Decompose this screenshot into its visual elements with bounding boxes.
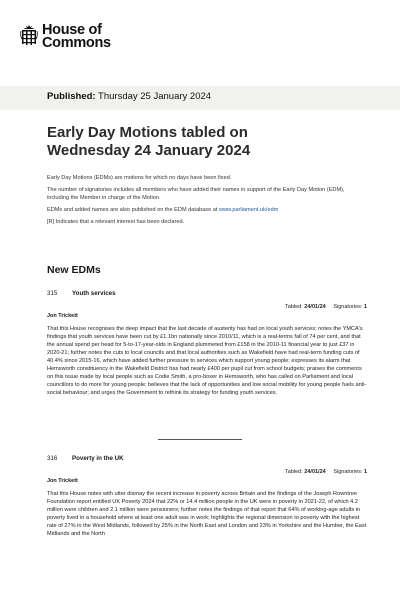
intro-paragraph-1: Early Day Motions (EDMs) are motions for which no days have been fixed. (47, 175, 232, 181)
edm-title: Poverty in the UK (72, 455, 124, 462)
edm-member: Jon Trickett (47, 313, 78, 319)
signatories-count: 1 (363, 469, 367, 475)
edm-number: 316 (47, 455, 58, 462)
section-title: New EDMs (47, 264, 101, 276)
page-title-line-1: Early Day Motions tabled on (47, 124, 248, 141)
house-of-commons-logo (20, 24, 111, 50)
edm-database-link[interactable]: www.parliament.uk/edm (218, 207, 279, 213)
signatories-label: Signatories: (333, 469, 363, 475)
published-label: Published: (47, 91, 96, 102)
tabled-label: Tabled: (285, 469, 303, 475)
tabled-label: Tabled: (285, 304, 303, 310)
edm-member: Jon Trickett (47, 478, 78, 484)
edm-item (47, 290, 367, 397)
tabled-date: 24/01/24 (304, 469, 326, 475)
published-date (47, 91, 211, 102)
edm-meta (47, 304, 367, 310)
intro-paragraph-4: [R] Indicates that a relevant interest has been declared. (47, 219, 185, 225)
edm-divider (158, 439, 242, 440)
intro-notes (47, 174, 367, 230)
logo-line-1: House of (42, 22, 102, 38)
edm-heading (47, 290, 367, 297)
edm-title: Youth services (72, 290, 116, 297)
intro-paragraph-3 (47, 206, 367, 214)
signatories-count: 1 (363, 304, 367, 310)
intro-edm-database-text: EDMs and added names are also published on the EDM database at (47, 207, 218, 213)
edm-motion-text: That this House recognises the deep impact that the last decade of austerity has had on local youth services; notes the YMCA's findings that youth services have been cut by £1.1bn nationally since 2010/11, which is a real-terms fall of 74 per cent, and that the annual spend per head for 5-to-17-year-olds in England plummeted from £158 in the 2010-11 financial year to just £37 in 2020-21; further notes the cuts to local councils and that local authorities such as Wakefield have had real-term funding cuts of 40.4% since 2015-16, which have added further pressure to services which support young people; expresses its alarm that Hemsworth constituency in the Wakefield District has had nearly £400 per pupil cut from school budgets; praises the comments on this issue made by local people such as Codie Smith, a pro-boxer in Hemsworth, who has called on Parliament and local councillors to do more for young people; believes that the lack of opportunities and low social mobility for young people fuels anti-social behaviour; and urges the Government to rethink its strategy for funding youth services. (47, 326, 367, 396)
page-title-line-2: Wednesday 24 January 2024 (47, 142, 251, 159)
page-title (47, 124, 367, 160)
edm-number: 315 (47, 290, 58, 297)
edm-item (47, 455, 367, 538)
portcullis-icon (20, 25, 38, 47)
intro-paragraph-2: The number of signatories includes all members who have added their names in support of the Early Day Motion (EDM), including the Member in charge of the Motion. (47, 187, 345, 201)
logo-wordmark (42, 24, 111, 50)
edm-motion-text: That this House notes with utter dismay the recent increase in poverty across Britain and the findings of the Joseph Rowntree Foundation report entitled UK Poverty 2024 that 22% or 14.4 million people in the UK were in poverty in 2021-22, of which 4.2 million were children and 2.1 million were pensioners; further notes the findings of that report that 64% of working-age adults in poverty lived in a household where at least one adult was in work; highlights the regional dimension to poverty with the highest rate of 27% in the West Midlands, followed by 25% in the North East and London and 23% in Yorkshire and the Humber, the East Midlands and the North (47, 491, 367, 537)
edm-meta (47, 469, 367, 475)
edm-heading (47, 455, 367, 462)
logo-line-2: Commons (42, 35, 111, 51)
tabled-date: 24/01/24 (304, 304, 326, 310)
signatories-label: Signatories: (333, 304, 363, 310)
published-value: Thursday 25 January 2024 (98, 91, 212, 102)
